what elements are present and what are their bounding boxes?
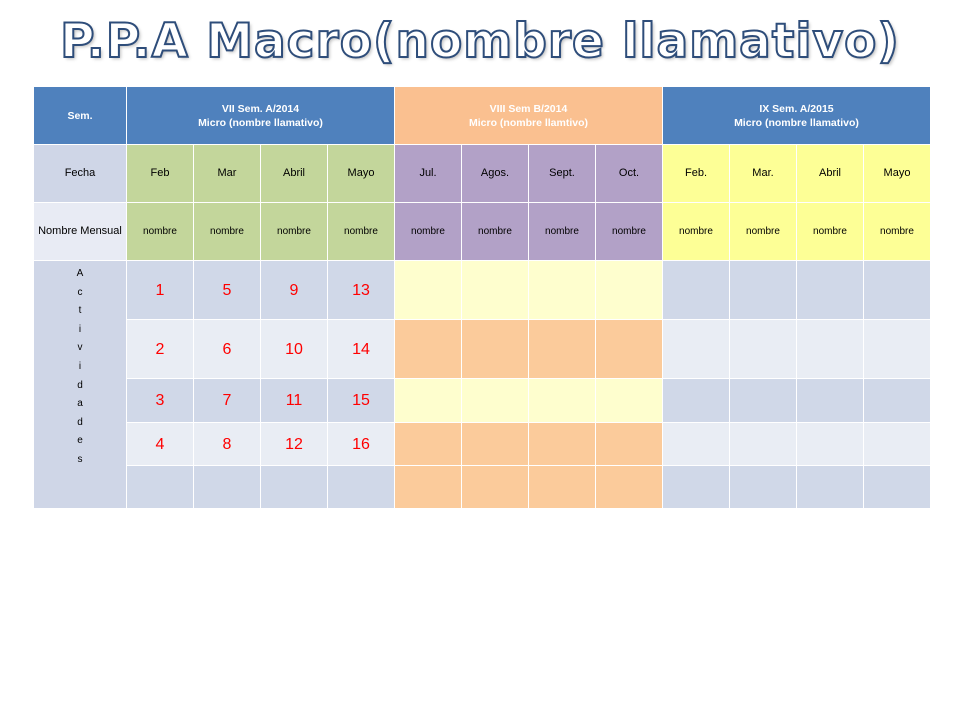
nombre-cell: nombre [462,203,528,260]
semester-header-title: VIII Sem B/2014 [489,102,568,115]
activity-cell [261,466,327,508]
actividades-letter: c [77,286,83,298]
activity-cell: 13 [328,261,394,319]
nombre-cell: nombre [864,203,930,260]
fecha-label: Fecha [34,145,126,202]
activity-cell [462,379,528,422]
sem-header: Sem. [34,87,126,144]
activity-cell: 12 [261,423,327,465]
semester-header-micro: Micro (nombre llamativo) [198,116,323,129]
page-title: P.P.A Macro(nombre llamativo) [60,14,900,69]
activity-cell: 4 [127,423,193,465]
activity-cell: 7 [194,379,260,422]
nombre-cell: nombre [663,203,729,260]
nombre-cell: nombre [127,203,193,260]
semester-header-viii [395,87,662,144]
month-cell: Jul. [395,145,461,202]
actividades-letter: d [77,416,83,428]
activity-cell [462,423,528,465]
activity-cell [127,466,193,508]
activity-cell [730,466,796,508]
activity-cell [797,320,863,378]
activity-cell [529,466,595,508]
nombre-mensual-label: Nombre Mensual [34,203,126,260]
activity-cell [663,320,729,378]
month-cell: Sept. [529,145,595,202]
month-cell: Mayo [328,145,394,202]
actividades-letter: s [77,453,83,465]
activity-cell [596,423,662,465]
actividades-letter: a [77,398,83,410]
activity-cell: 9 [261,261,327,319]
month-cell: Feb [127,145,193,202]
activity-cell [864,466,930,508]
actividades-letter: i [78,360,82,372]
actividades-letter: i [78,323,82,335]
activity-cell [797,423,863,465]
semester-header-title: VII Sem. A/2014 [221,102,300,115]
activity-cell [529,261,595,319]
activity-cell [395,466,461,508]
activity-cell: 5 [194,261,260,319]
activity-cell [596,320,662,378]
activity-cell [596,379,662,422]
activity-cell [529,320,595,378]
month-cell: Agos. [462,145,528,202]
activity-cell [864,379,930,422]
month-cell: Oct. [596,145,662,202]
activity-cell [529,379,595,422]
activity-cell: 3 [127,379,193,422]
activity-cell: 10 [261,320,327,378]
activity-cell [663,261,729,319]
activity-cell [797,261,863,319]
nombre-cell: nombre [261,203,327,260]
month-cell: Mar. [730,145,796,202]
activity-cell [462,261,528,319]
activity-cell [663,466,729,508]
activity-cell [596,261,662,319]
activity-cell [864,423,930,465]
activity-cell [328,466,394,508]
activity-cell [395,320,461,378]
actividades-letter: v [77,342,83,354]
month-cell: Mayo [864,145,930,202]
activity-cell [462,466,528,508]
activity-cell: 2 [127,320,193,378]
semester-header-micro: Micro (nombre llamativo) [734,116,859,129]
nombre-cell: nombre [328,203,394,260]
activity-cell [730,423,796,465]
activity-cell [395,379,461,422]
activity-cell: 15 [328,379,394,422]
semester-header-micro: Micro (nombre llamtivo) [468,116,588,129]
actividades-letter: A [76,268,84,279]
activity-cell [663,423,729,465]
activity-cell [395,261,461,319]
activity-cell: 14 [328,320,394,378]
activity-cell: 16 [328,423,394,465]
nombre-cell: nombre [194,203,260,260]
month-cell: Abril [797,145,863,202]
month-cell: Feb. [663,145,729,202]
actividades-letter: e [77,435,83,447]
activity-cell [730,379,796,422]
nombre-cell: nombre [730,203,796,260]
semester-header-title: IX Sem. A/2015 [759,102,834,115]
semester-header-vii [127,87,394,144]
activity-cell [395,423,461,465]
activity-cell [194,466,260,508]
activity-cell [864,261,930,319]
actividades-label [34,261,126,508]
activity-cell: 6 [194,320,260,378]
ppa-table [34,87,930,508]
activity-cell [663,379,729,422]
activity-cell [797,379,863,422]
activity-cell [797,466,863,508]
activity-cell [529,423,595,465]
actividades-letter: d [77,379,83,391]
activity-cell [596,466,662,508]
activity-cell [864,320,930,378]
month-cell: Mar [194,145,260,202]
activity-cell: 11 [261,379,327,422]
month-cell: Abril [261,145,327,202]
nombre-cell: nombre [395,203,461,260]
semester-header-ix [663,87,930,144]
activity-cell [730,261,796,319]
activity-cell [462,320,528,378]
nombre-cell: nombre [797,203,863,260]
actividades-letter: t [78,305,82,317]
nombre-cell: nombre [596,203,662,260]
nombre-cell: nombre [529,203,595,260]
activity-cell [730,320,796,378]
activity-cell: 8 [194,423,260,465]
activity-cell: 1 [127,261,193,319]
